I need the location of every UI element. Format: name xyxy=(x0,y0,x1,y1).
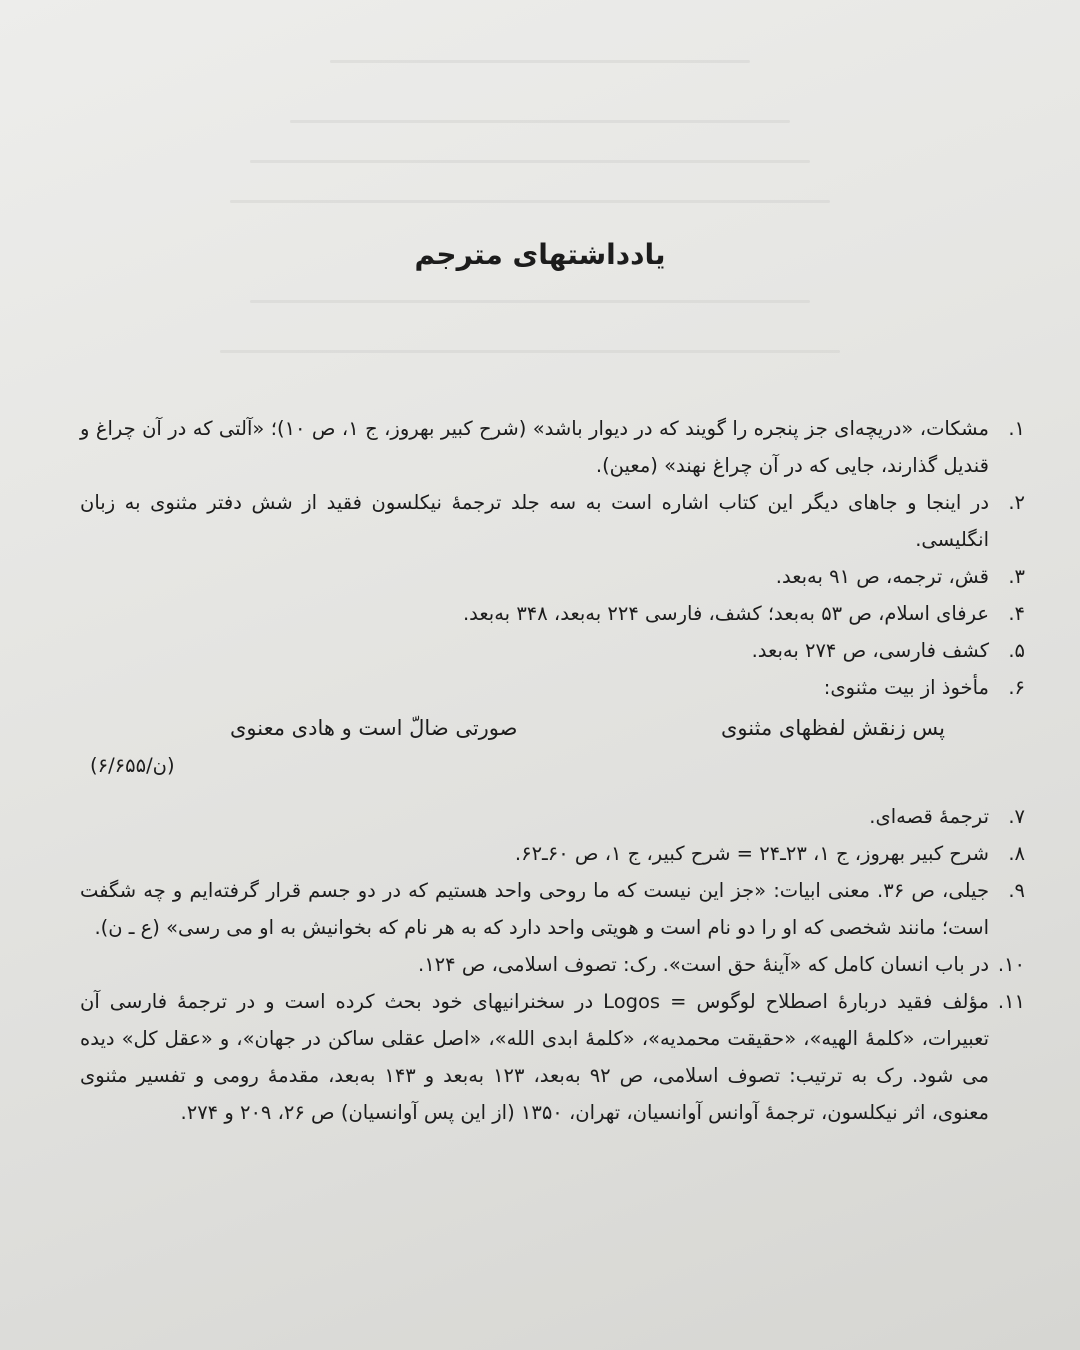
note-number: ۵. xyxy=(1008,639,1025,662)
note-text: مؤلف فقید دربارهٔ اصطلاح لوگوس = Logos در سخنرانیهای خود بحث کرده است و در ترجمهٔ فارسی آن تعبیرات، «کلمهٔ الهیه»، «حقیقت محمدیه»، «کلمهٔ ابدی الله»، «اصل عقلی ساکن در جهان»، و «عقل کل» دیده می شود. رک به ترتیب: تصوف اسلامی، ص ۹۲ به‌بعد، ۱۲۳ به‌بعد و ۱۴۳ به‌بعد، مقدمهٔ رومی و تفسیر مثنوی معنوی، اثر نیکلسون، ترجمهٔ آوانس آوانسیان، تهران، ۱۳۵۰ (از این پس آوانسیان) ص ۲۶، ۲۰۹ و ۲۷۴. xyxy=(80,990,989,1124)
note-number: ۴. xyxy=(1008,602,1025,625)
page-show-through xyxy=(250,160,810,163)
verse-hemistich: پس زنقش لفظهای مثنوی xyxy=(721,716,945,740)
note-item xyxy=(80,558,1025,595)
note-number: ۳. xyxy=(1008,565,1025,588)
note-text: در اینجا و جاهای دیگر این کتاب اشاره است به سه جلد ترجمهٔ نیکلسون فقید از شش دفتر مثنوی به زبان انگلیسی. xyxy=(80,491,989,551)
note-item xyxy=(80,632,1025,669)
notes-list xyxy=(80,410,1025,1131)
note-number: ۸. xyxy=(1008,842,1025,865)
page-show-through xyxy=(230,200,830,203)
note-text: عرفای اسلام، ص ۵۳ به‌بعد؛ کشف، فارسی ۲۲۴ به‌بعد، ۳۴۸ به‌بعد. xyxy=(462,602,989,625)
note-text: کشف فارسی، ص ۲۷۴ به‌بعد. xyxy=(751,639,989,662)
note-number: ۹. xyxy=(1008,879,1025,902)
note-text: قش، ترجمه، ص ۹۱ به‌بعد. xyxy=(775,565,989,588)
note-number: ۲. xyxy=(1008,491,1025,514)
note-item xyxy=(80,872,1025,946)
note-item xyxy=(80,798,1025,835)
note-item xyxy=(80,595,1025,632)
note-item xyxy=(80,835,1025,872)
page-show-through xyxy=(290,120,790,123)
note-text: در باب انسان کامل که «آینهٔ حق است». رک: تصوف اسلامی، ص ۱۲۴. xyxy=(418,953,989,976)
note-number: ۷. xyxy=(1008,805,1025,828)
note-item xyxy=(80,410,1025,484)
note-text: ترجمهٔ قصه‌ای. xyxy=(869,805,989,828)
verse-couplet xyxy=(80,710,1025,747)
note-number: ۶. xyxy=(1008,676,1025,699)
note-number: ۱. xyxy=(1008,417,1025,440)
verse-reference: (ن/۶/۶۵۵) xyxy=(90,754,175,777)
note-text: جیلی، ص ۳۶. معنی ابیات: «جز این نیست که ما روحی واحد هستیم که در دو جسم قرار گرفته‌ایم و چه شگفت است؛ مانند شخصی که او را دو نام است و هویتی واحد دارد که به هر نام که بخوانیش به او می رسی» (ع ـ ن). xyxy=(80,879,989,939)
note-item xyxy=(80,484,1025,558)
note-text: مأخوذ از بیت مثنوی: xyxy=(823,676,989,699)
note-text: شرح کبیر بهروز، ج ۱، ۲۳ـ۲۴ = شرح کبیر، ج ۱، ص ۶۰ـ۶۲. xyxy=(514,842,989,865)
page-title: یادداشتهای مترجم xyxy=(414,238,666,271)
page-show-through xyxy=(330,60,750,63)
page-show-through xyxy=(220,350,840,353)
note-item xyxy=(80,983,1025,1131)
note-item xyxy=(80,669,1025,706)
note-number: ۱۱. xyxy=(997,990,1025,1013)
note-number: ۱۰. xyxy=(997,953,1025,976)
note-text: مشکات، «دریچه‌ای جز پنجره را گویند که در دیوار باشد» (شرح کبیر بهروز، ج ۱، ص ۱۰)؛ «آلتی که در آن چراغ و قندیل گذارند، جایی که در آن چراغ نهند» (معین). xyxy=(80,417,989,477)
page-show-through xyxy=(250,300,810,303)
verse-hemistich: صورتی ضالّ است و هادی معنوی xyxy=(230,716,518,740)
note-item xyxy=(80,946,1025,983)
